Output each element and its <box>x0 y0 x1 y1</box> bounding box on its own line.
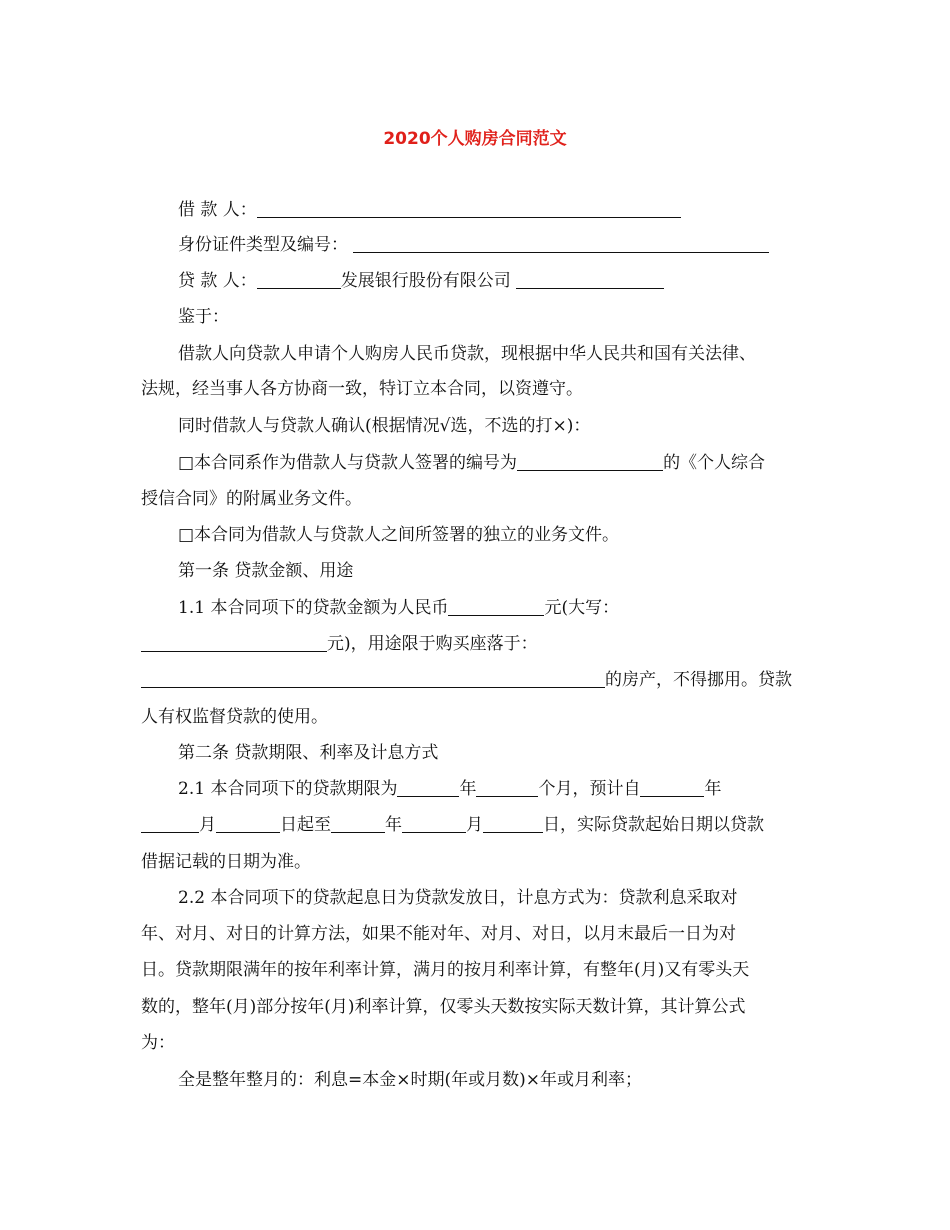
lender-line <box>178 270 950 292</box>
clause-1-1-text-b: 元(大写： <box>544 598 620 618</box>
year-label-2: 年 <box>704 779 722 799</box>
month-label-2: 月 <box>466 815 483 835</box>
term-years-blank <box>397 778 459 797</box>
para1-line1: 借款人向贷款人申请个人购房人民币贷款，现根据中华人民共和国有关法律、 <box>178 344 756 364</box>
start-day-blank <box>216 814 280 833</box>
clause-2-1-text-a: 2.1 本合同项下的贷款期限为 <box>178 779 398 799</box>
article2-heading: 第二条 贷款期限、利率及计息方式 <box>178 743 439 763</box>
option1-text-b: 的《个人综合 <box>663 453 766 473</box>
clause-1-1-line1 <box>178 597 950 619</box>
option1-line2: 授信合同》的附属业务文件。 <box>141 489 362 509</box>
document-title: 2020个人购房合同范文 <box>383 129 567 149</box>
option1-line1 <box>178 452 950 474</box>
para1-line2: 法规，经当事人各方协商一致，特订立本合同，以资遵守。 <box>141 379 583 399</box>
start-month-blank <box>141 814 199 833</box>
clause-2-1-line1 <box>178 778 950 800</box>
borrower-line <box>178 199 950 221</box>
end-year-blank <box>331 814 385 833</box>
term-months-blank <box>476 778 538 797</box>
clause-1-1-line2 <box>141 633 950 655</box>
clause-2-1-tail: 日，实际贷款起始日期以贷款 <box>543 815 764 835</box>
lender-tail-blank <box>516 270 664 289</box>
confirm-line: 同时借款人与贷款人确认(根据情况√选，不选的打×)： <box>178 416 591 436</box>
clause-1-1-line3 <box>141 669 950 691</box>
id-blank <box>353 234 769 253</box>
borrower-blank <box>257 199 681 218</box>
article1-heading: 第一条 贷款金额、用途 <box>178 561 354 581</box>
clause-2-2-line4: 数的，整年(月)部分按年(月)利率计算，仅零头天数按实际天数计算，其计算公式 <box>141 997 746 1017</box>
clause-2-1-line3: 借据记载的日期为准。 <box>141 852 311 872</box>
option1-text-a: □本合同系作为借款人与贷款人签署的编号为 <box>178 453 518 473</box>
clause-2-1-line2 <box>141 814 950 836</box>
amount-blank <box>448 597 544 616</box>
lender-branch-blank <box>257 270 341 289</box>
clause-2-2-line3: 日。贷款期限满年的按年利率计算，满月的按月利率计算，有整年(月)又有零头天 <box>141 960 750 980</box>
option2-line: □本合同为借款人与贷款人之间所签署的独立的业务文件。 <box>178 525 620 545</box>
borrower-label: 借 款 人： <box>178 200 257 220</box>
lender-label: 贷 款 人： <box>178 271 257 291</box>
clause-2-2-line1: 2.2 本合同项下的贷款起息日为贷款发放日，计息方式为：贷款利息采取对 <box>178 888 738 908</box>
lender-bank: 发展银行股份有限公司 <box>340 271 511 291</box>
id-label: 身份证件类型及编号： <box>178 235 348 255</box>
clause-1-1-line4: 人有权监督贷款的使用。 <box>141 707 328 727</box>
day-to-label: 日起至 <box>280 815 331 835</box>
month-count-label: 个月，预计自 <box>538 779 641 799</box>
end-day-blank <box>483 814 543 833</box>
clause-1-1-text-c: 元)，用途限于购买座落于： <box>327 634 538 654</box>
contract-no-blank <box>517 452 663 471</box>
year-label-3: 年 <box>385 815 402 835</box>
property-address-blank <box>141 669 605 688</box>
formula-line: 全是整年整月的：利息=本金×时期(年或月数)×年或月利率； <box>178 1070 642 1090</box>
year-label-1: 年 <box>459 779 477 799</box>
clause-1-1-text-a: 1.1 本合同项下的贷款金额为人民币 <box>178 598 449 618</box>
clause-2-2-line5: 为： <box>141 1033 175 1053</box>
month-label-1: 月 <box>199 815 216 835</box>
amount-words-blank <box>141 633 327 652</box>
id-line <box>178 234 950 256</box>
end-month-blank <box>402 814 466 833</box>
start-year-blank <box>640 778 704 797</box>
clause-2-2-line2: 年、对月、对日的计算方法，如果不能对年、对月、对日，以月末最后一日为对 <box>141 924 736 944</box>
clause-1-1-text-d: 的房产，不得挪用。贷款 <box>605 670 792 690</box>
whereas-line: 鉴于： <box>178 307 229 327</box>
